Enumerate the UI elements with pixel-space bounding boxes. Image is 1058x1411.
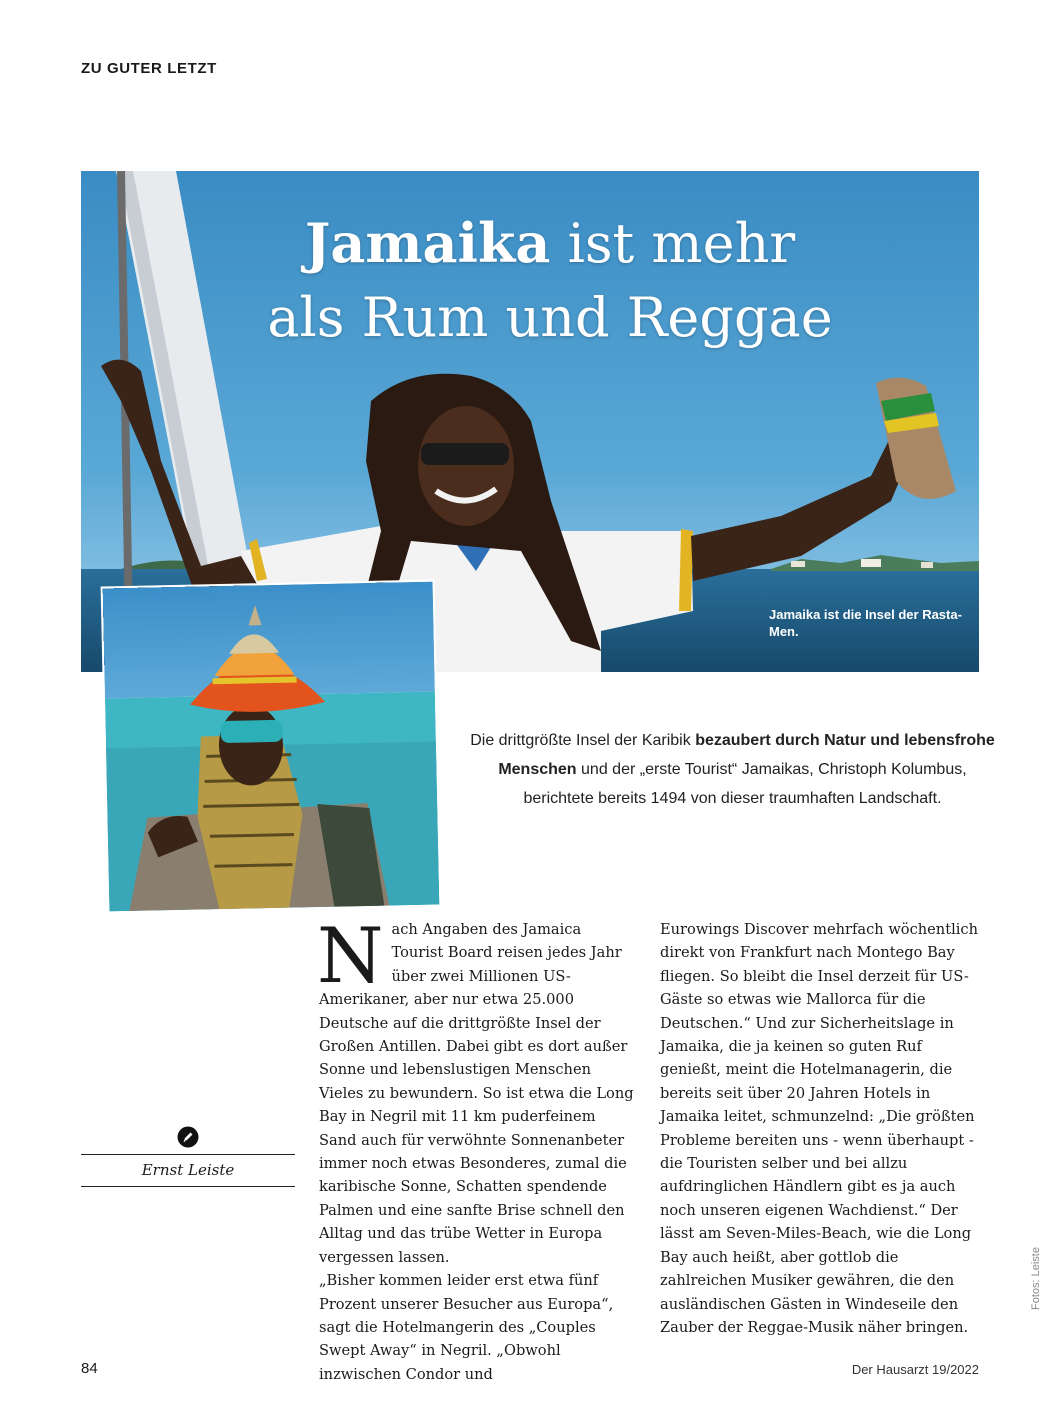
body-paragraph: „Bisher kommen leider erst etwa fünf Prozent unserer Besucher aus Europa“, sagt die Hotelmangerin des „Couples Swept Away“ in Negril. „Obwohl inzwischen Condor und xyxy=(319,1272,614,1383)
photo-credit: Fotos: Leiste xyxy=(1030,1247,1042,1310)
drop-cap: N xyxy=(317,911,384,1000)
hero-caption: Jamaika ist die Insel der Rasta-Men. xyxy=(769,607,962,639)
headline xyxy=(201,206,899,355)
lead-part2: und der „erste Tourist“ Jamaikas, Christoph Kolumbus, berichtete bereits 1494 von dieser traumhaften Landschaft. xyxy=(523,761,967,807)
page-number: 84 xyxy=(81,1360,98,1377)
author-name: Ernst Leiste xyxy=(141,1161,235,1179)
headline-bold: Jamaika xyxy=(304,211,551,275)
body-paragraph: Eurowings Discover mehrfach wöchentlich direkt von Frankfurt nach Montego Bay fliegen. So bleibt die Insel derzeit für US-Gäste so etwas wie Mallorca für die Deutschen.“ Und zur Sicherheitslage in Jamaika, die ja keinen so guten Ruf genießt, meint die Hotelmanagerin, die bereits seit über 20 Jahren Hotels in Jamaika leitet, schmunzelnd: „Die größten Probleme bereiten uns - wenn überhaupt - die Touristen selber und bei allzu aufdringlichen Händlern gibt es ja auch noch unseren eigenen Wachdienst.“ Der lässt am Seven-Miles-Beach, wie die Long Bay auch heißt, aber gottlob die zahlreichen Musiker gewähren, die den ausländischen Gästen in Windeseile den Zauber der Reggae-Musik näher bringen. xyxy=(660,921,978,1336)
body-column-2 xyxy=(660,918,978,1339)
lead-part1: Die drittgrößte Insel der Karibik xyxy=(470,732,696,749)
inset-photo-illustration xyxy=(103,582,440,912)
pen-icon xyxy=(177,1126,199,1148)
section-label: ZU GUTER LETZT xyxy=(81,60,217,77)
author-rule-bottom xyxy=(81,1186,295,1187)
lead-paragraph xyxy=(470,726,995,813)
headline-line1-rest: ist mehr xyxy=(550,212,796,275)
body-column-1 xyxy=(317,911,637,1386)
body-paragraph: ach Angaben des Jamaica Tourist Board reisen jedes Jahr über zwei Millionen US-Amerikaner, aber nur etwa 25.000 Deutsche auf die drittgrößte Insel der Großen Antillen. Dabei gibt es dort außer Sonne und lebenslustigen Menschen Vieles zu bewundern. So ist etwa die Long Bay in Negril mit 11 km puderfeinem Sand auch für verwöhnte Sonnenanbeter immer noch etwas Besonderes, zumal die karibische Sonne, Schatten spendende Palmen und eine sanfte Brise schnell den Alltag und das trübe Wetter in Europa vergessen lassen. xyxy=(319,921,634,1266)
lead-bold: bezaubert durch Natur und lebensfrohe Menschen xyxy=(498,732,995,778)
author-box xyxy=(81,1126,295,1187)
inset-photo xyxy=(103,582,440,912)
magazine-issue: Der Hausarzt 19/2022 xyxy=(851,1362,979,1377)
headline-line2: als Rum und Reggae xyxy=(267,286,833,349)
